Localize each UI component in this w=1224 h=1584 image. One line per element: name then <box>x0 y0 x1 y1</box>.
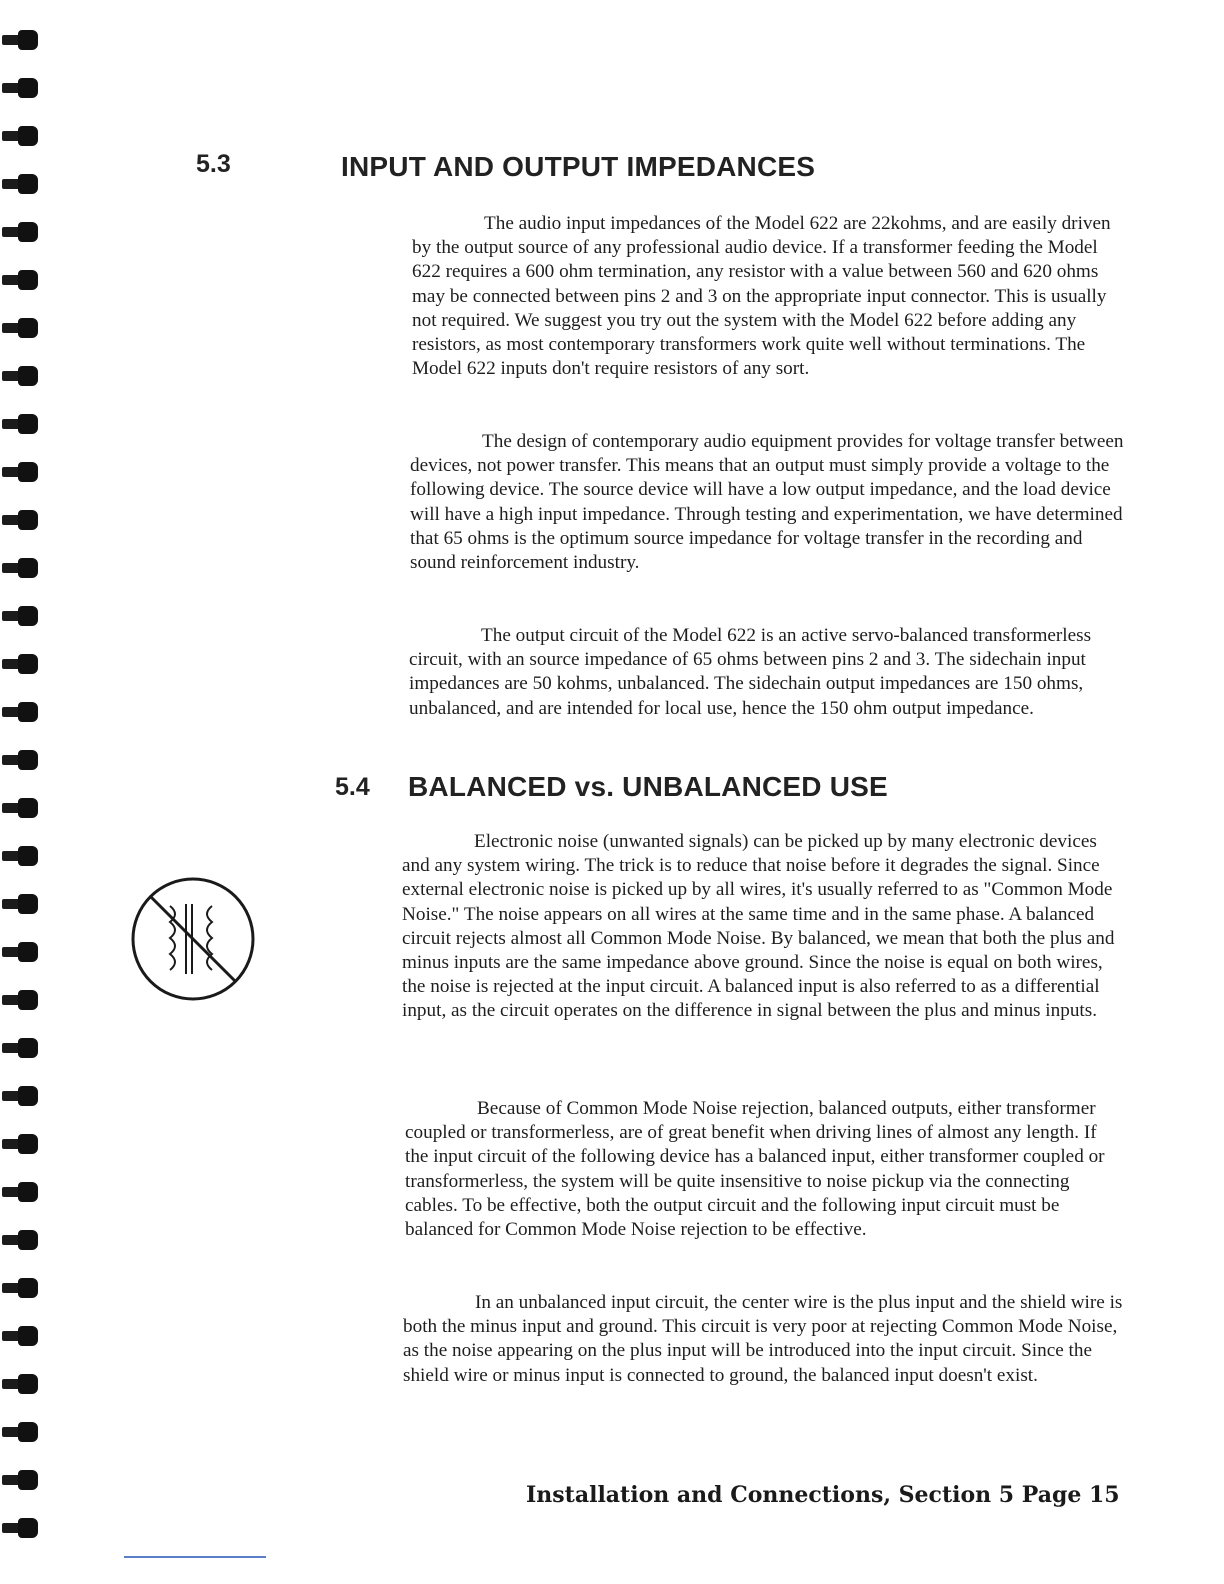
paragraph: The audio input impedances of the Model 622 are 22kohms, and are easily driven by the output source of any professional audio device. If a transformer feeding the Model 622 requires a 600 ohm termination, any resistor with a value between 560 and 620 ohms may be connected between pins 2 and 3 on the appropriate input connector. This is usually not required. We suggest you try out the system with the Model 622 before adding any resistors, as most contemporary transformers work quite well without terminations. The Model 622 inputs don't require resistors of any sort. <box>412 213 1111 380</box>
binding-ring <box>2 1278 36 1298</box>
binding-ring <box>2 222 36 242</box>
binding-ring <box>2 1086 36 1106</box>
spiral-binding <box>0 30 40 1570</box>
paragraph: The output circuit of the Model 622 is an active servo-balanced transformerless circuit, with an source impedance of 65 ohms between pins 2 and 3. The sidechain input impedances are 50 kohms, unbalanced. The sidechain output impedances are 150 ohms, unbalanced, and are intended for local use, hence the 150 ohm output impedance. <box>409 625 1092 719</box>
binding-ring <box>2 606 36 626</box>
binding-ring <box>2 798 36 818</box>
divider <box>124 1556 266 1558</box>
binding-ring <box>2 702 36 722</box>
binding-ring <box>2 894 36 914</box>
binding-ring <box>2 942 36 962</box>
paragraph: Because of Common Mode Noise rejection, balanced outputs, either transformer coupled or transformerless, are of great benefit when driving lines of almost any length. If the input circuit of the following device has a balanced input, either transformer coupled or transformerless, the system will be quite insensitive to noise pickup via the connecting cables. To be effective, both the output circuit and the following input circuit must be balanced for Common Mode Noise rejection to be effective. <box>405 1098 1105 1241</box>
binding-ring <box>2 78 36 98</box>
section-number: 5.4 <box>335 773 370 801</box>
binding-ring <box>2 990 36 1010</box>
binding-ring <box>2 750 36 770</box>
binding-ring <box>2 558 36 578</box>
no-transformer-icon <box>128 874 258 1004</box>
binding-ring <box>2 846 36 866</box>
binding-ring <box>2 318 36 338</box>
binding-ring <box>2 1326 36 1346</box>
section-number: 5.3 <box>196 150 231 178</box>
section-title: BALANCED vs. UNBALANCED USE <box>408 771 888 802</box>
binding-ring <box>2 30 36 50</box>
binding-ring <box>2 1518 36 1538</box>
binding-ring <box>2 462 36 482</box>
paragraph: The design of contemporary audio equipment provides for voltage transfer between devices, not power transfer. This means that an output must simply provide a voltage to the following device. The source device will have a low output impedance, and the load device will have a high input impedance. Through testing and experimentation, we have determined that 65 ohms is the optimum source impedance for voltage transfer in the recording and sound reinforcement industry. <box>410 431 1124 574</box>
binding-ring <box>2 366 36 386</box>
binding-ring <box>2 1374 36 1394</box>
binding-ring <box>2 270 36 290</box>
paragraph: In an unbalanced input circuit, the center wire is the plus input and the shield wire is both the minus input and ground. This circuit is very poor at rejecting Common Mode Noise, as the noise appearing on the plus input will be introduced into the input circuit. Since the shield wire or minus input is connected to ground, the balanced input doesn't exist. <box>403 1292 1123 1386</box>
binding-ring <box>2 1182 36 1202</box>
binding-ring <box>2 1422 36 1442</box>
binding-ring <box>2 1038 36 1058</box>
page-footer: Installation and Connections, Section 5 Page 15 <box>526 1482 1120 1508</box>
section-title: INPUT AND OUTPUT IMPEDANCES <box>341 151 816 182</box>
binding-ring <box>2 1134 36 1154</box>
binding-ring <box>2 510 36 530</box>
binding-ring <box>2 1230 36 1250</box>
binding-ring <box>2 414 36 434</box>
binding-ring <box>2 126 36 146</box>
binding-ring <box>2 1470 36 1490</box>
paragraph: Electronic noise (unwanted signals) can be picked up by many electronic devices and any system wiring. The trick is to reduce that noise before it degrades the signal. Since external electronic noise is picked up by all wires, it's usually referred to as "Common Mode Noise." The noise appears on all wires at the same time and in the same phase. A balanced circuit rejects almost all Common Mode Noise. By balanced, we mean that both the plus and minus inputs are the same impedance above ground. Since the noise is equal on both wires, the noise is rejected at the input circuit. A balanced input is also referred to as a differential input, as the circuit operates on the difference in signal between the plus and minus inputs. <box>402 831 1115 1022</box>
binding-ring <box>2 654 36 674</box>
binding-ring <box>2 174 36 194</box>
